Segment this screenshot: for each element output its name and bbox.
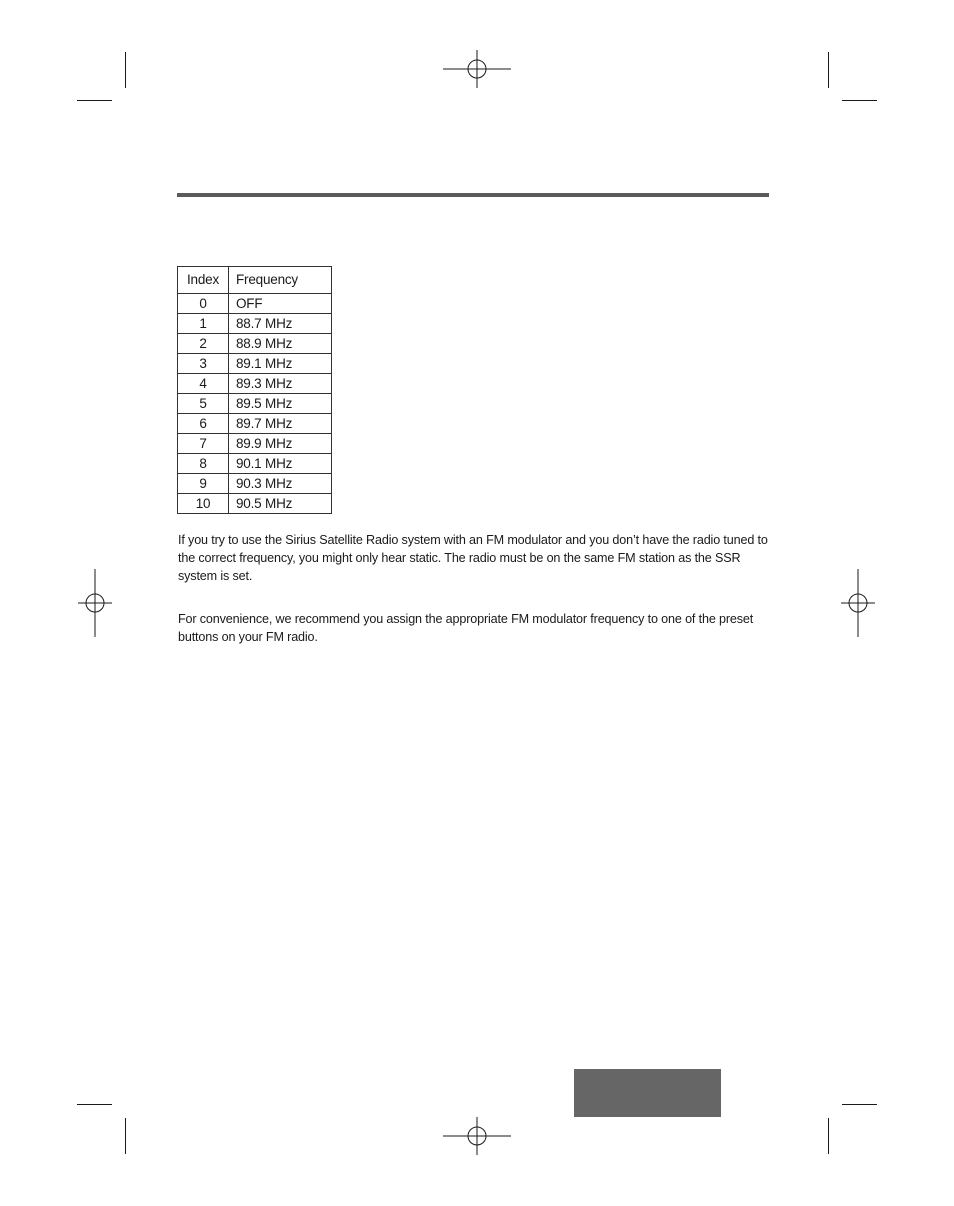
paragraph-static-warning: If you try to use the Sirius Satellite Radio system with an FM modulator and you don’t have the radio tuned to the correct frequency, you might only hear static. The radio must be on the same FM station as the SSR system is set. [178,533,768,583]
crop-mark-bottom-right-vertical [828,1118,829,1154]
table-row [178,394,332,414]
frequency-table [177,266,332,514]
cell-frequency: 89.9 MHz [229,434,332,454]
registration-mark-bottom-icon [443,1117,511,1155]
cell-index: 5 [178,394,229,414]
cell-index: 7 [178,434,229,454]
cell-frequency: 88.9 MHz [229,334,332,354]
cell-index: 6 [178,414,229,434]
registration-mark-left-icon [78,569,112,637]
cell-frequency: 90.5 MHz [229,494,332,514]
table-row [178,434,332,454]
cell-frequency: 89.1 MHz [229,354,332,374]
table-row [178,494,332,514]
cell-index: 3 [178,354,229,374]
page-tab-block [574,1069,721,1117]
table-row [178,374,332,394]
table-row [178,334,332,354]
cell-index: 9 [178,474,229,494]
table-row [178,294,332,314]
crop-mark-top-right-horizontal [842,100,877,101]
table-row [178,474,332,494]
table-row [178,314,332,334]
crop-mark-top-left-vertical [125,52,126,88]
cell-index: 10 [178,494,229,514]
cell-frequency: 89.7 MHz [229,414,332,434]
column-header-frequency: Frequency [229,267,332,294]
cell-index: 1 [178,314,229,334]
crop-mark-bottom-right-horizontal [842,1104,877,1105]
crop-mark-bottom-left-horizontal [77,1104,112,1105]
header-rule [177,193,769,197]
cell-frequency: 89.5 MHz [229,394,332,414]
cell-frequency: 89.3 MHz [229,374,332,394]
cell-frequency: 90.3 MHz [229,474,332,494]
registration-mark-top-icon [443,50,511,88]
table-row [178,414,332,434]
cell-frequency: 90.1 MHz [229,454,332,474]
crop-mark-top-left-horizontal [77,100,112,101]
column-header-index: Index [178,267,229,294]
cell-index: 4 [178,374,229,394]
cell-index: 8 [178,454,229,474]
cell-frequency: 88.7 MHz [229,314,332,334]
crop-mark-bottom-left-vertical [125,1118,126,1154]
cell-index: 2 [178,334,229,354]
table-row [178,354,332,374]
cell-index: 0 [178,294,229,314]
table-header-row [178,267,332,294]
registration-mark-right-icon [841,569,875,637]
crop-mark-top-right-vertical [828,52,829,88]
paragraph-preset-recommendation: For convenience, we recommend you assign the appropriate FM modulator frequency to one of the preset buttons on your FM radio. [178,612,754,644]
table-row [178,454,332,474]
cell-frequency: OFF [229,294,332,314]
